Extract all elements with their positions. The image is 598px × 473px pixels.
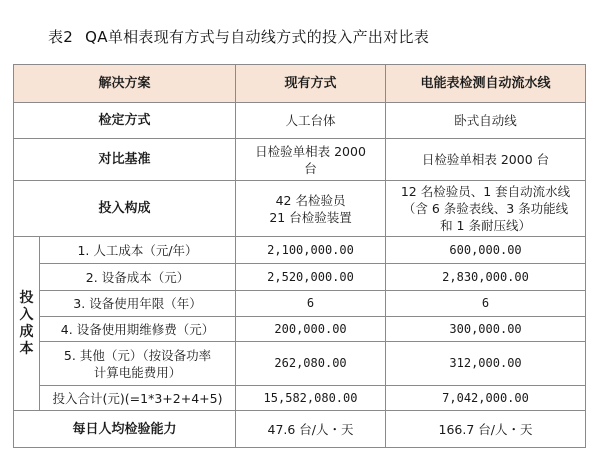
cell-composition-current: [236, 181, 386, 237]
table-row: [14, 264, 586, 291]
table-number: 表2: [48, 28, 74, 46]
cell-other-cost-current: 262,080.00: [236, 342, 386, 386]
table-row: [14, 342, 586, 386]
row-label-service-life: 3. 设备使用年限（年）: [40, 291, 236, 317]
header-current-method: 现有方式: [236, 65, 386, 103]
group-char: 投: [19, 289, 34, 306]
cell-maintenance-cost-current: 200,000.00: [236, 317, 386, 342]
cell-baseline-current: [236, 139, 386, 181]
table-row: [14, 291, 586, 317]
header-solution: 解决方案: [14, 65, 236, 103]
cell-maintenance-cost-auto: 300,000.00: [386, 317, 586, 342]
table-row: [14, 411, 586, 448]
cell-total-current: 15,582,080.00: [236, 386, 386, 411]
cell-text: 5. 其他（元）（按设备功率: [63, 347, 212, 363]
row-label-other-cost: [40, 342, 236, 386]
cell-equipment-cost-auto: 2,830,000.00: [386, 264, 586, 291]
cell-text: 和 1 条耐压线）: [440, 218, 531, 233]
table-title: QA单相表现有方式与自动线方式的投入产出对比表: [85, 28, 430, 46]
cell-labor-cost-auto: 600,000.00: [386, 237, 586, 264]
cell-other-cost-auto: 312,000.00: [386, 342, 586, 386]
row-label-composition: 投入构成: [14, 181, 236, 237]
group-char: 入: [19, 306, 34, 323]
cell-text: 12 名检验员、1 套自动流水线: [400, 184, 571, 199]
row-label-labor-cost: 1. 人工成本（元/年）: [40, 237, 236, 264]
cell-method-current: 人工台体: [236, 103, 386, 139]
table-row: [14, 317, 586, 342]
comparison-table: [13, 64, 586, 448]
row-label-baseline: 对比基准: [14, 139, 236, 181]
cell-method-auto: 卧式自动线: [386, 103, 586, 139]
group-char: 本: [19, 340, 34, 357]
row-label-equipment-cost: 2. 设备成本（元）: [40, 264, 236, 291]
cell-text: 日检验单相表 2000: [255, 143, 366, 159]
table-row: [14, 181, 586, 237]
cell-text: 21 台检验装置: [269, 209, 352, 225]
header-auto-line: 电能表检测自动流水线: [386, 65, 586, 103]
cell-text: 台: [304, 160, 317, 176]
header-row: [14, 65, 586, 103]
cell-labor-cost-current: 2,100,000.00: [236, 237, 386, 264]
row-label-method: 检定方式: [14, 103, 236, 139]
group-char: 成: [19, 323, 34, 340]
row-label-total: 投入合计(元)(=1*3+2+4+5): [40, 386, 236, 411]
cell-text: 计算电能费用）: [93, 364, 182, 380]
table-caption: [48, 26, 429, 47]
table-row: [14, 139, 586, 181]
cell-text: 42 名检验员: [275, 192, 346, 208]
cell-text: （含 6 条验表线、3 条功能线: [402, 201, 569, 216]
cell-service-life-current: 6: [236, 291, 386, 317]
cell-total-auto: 7,042,000.00: [386, 386, 586, 411]
row-label-maintenance-cost: 4. 设备使用期维修费（元）: [40, 317, 236, 342]
row-label-capacity: 每日人均检验能力: [14, 411, 236, 448]
cell-capacity-current: 47.6 台/人・天: [236, 411, 386, 448]
cell-equipment-cost-current: 2,520,000.00: [236, 264, 386, 291]
table-row: [14, 237, 586, 264]
cell-baseline-auto: 日检验单相表 2000 台: [386, 139, 586, 181]
cell-service-life-auto: 6: [386, 291, 586, 317]
table-row: [14, 103, 586, 139]
cell-composition-auto: [386, 181, 586, 237]
table-row: [14, 386, 586, 411]
cell-capacity-auto: 166.7 台/人・天: [386, 411, 586, 448]
investment-group-label: [14, 237, 40, 411]
